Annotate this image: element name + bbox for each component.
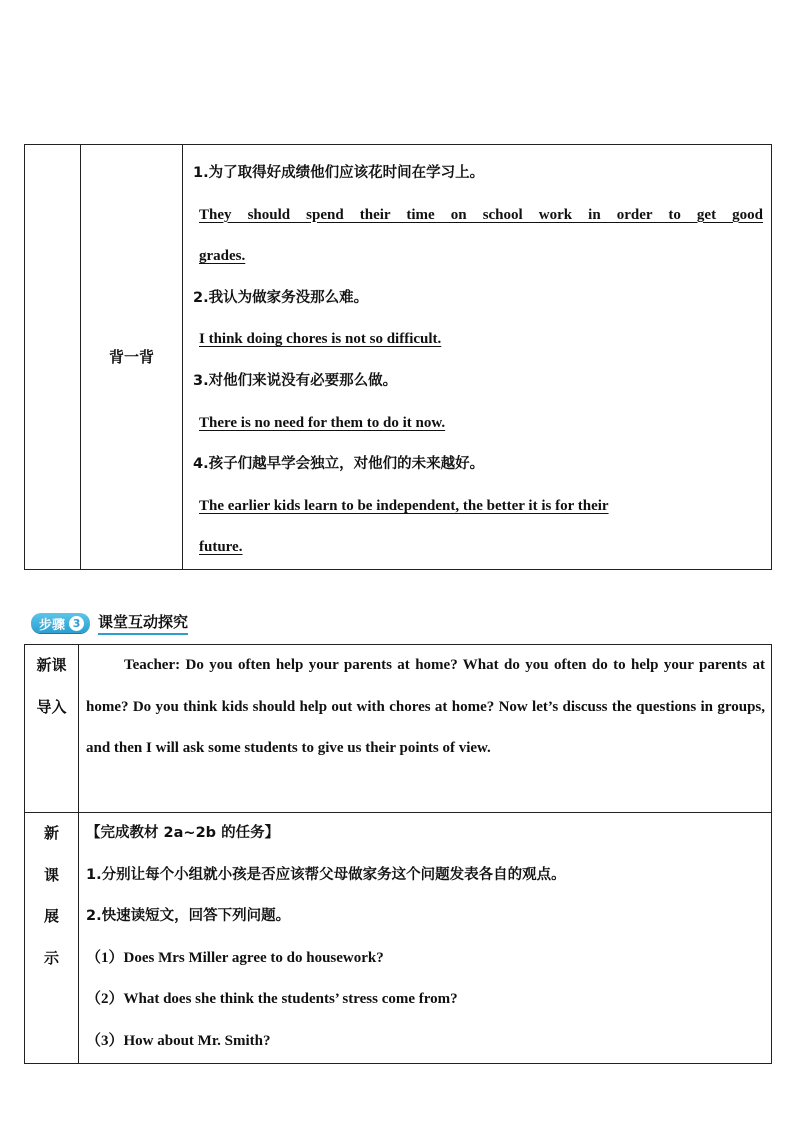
recite-item-4-en-line-1: The earlier kids learn to be independent, the better it is for their [199, 497, 609, 514]
intro-text: Teacher: Do you often help your parents at home? What do you often do to help your parents at home? Do you think kids should help out with chores at home? Now let’s discuss the questions in groups, and then I will ask some students to give us their points of view. [86, 657, 765, 757]
intro-label [25, 645, 79, 813]
empty-cell [25, 145, 81, 570]
show-label-char-1: 新 [43, 824, 59, 842]
step-number-icon: 3 [69, 616, 84, 631]
recite-item-2-zh: 2.我认为做家务没那么难。 [193, 289, 369, 306]
recite-item-3-en-line-1: There is no need for them to do it now. [199, 414, 446, 431]
show-label-char-4: 示 [43, 948, 59, 967]
show-label-char-2: 课 [43, 865, 59, 884]
show-task-heading: 【完成教材 2a~2b 的任务】 [86, 825, 280, 841]
show-question-2: （2）What does she think the students’ stress come from? [86, 991, 458, 1008]
lesson-table [24, 644, 772, 1064]
recite-item-1-en-line-2: grades. [199, 248, 246, 265]
recite-item-4-zh: 4.孩子们越早学会独立，对他们的未来越好。 [193, 456, 485, 473]
recite-item-1-zh: 1.为了取得好成绩他们应该花时间在学习上。 [193, 165, 485, 181]
show-label-char-3: 展 [43, 907, 59, 926]
show-content [79, 813, 772, 1064]
show-label [25, 813, 79, 1064]
intro-label-line-2: 导入 [36, 697, 67, 716]
recite-item-1-en-line-1: They should spend their time on school work in order to get good [199, 206, 763, 223]
show-step-2: 2.快速读短文，回答下列问题。 [86, 908, 291, 925]
step-title: 课堂互动探究 [98, 611, 188, 635]
step-heading [31, 613, 188, 633]
recite-item-3-zh: 3.对他们来说没有必要那么做。 [193, 372, 398, 389]
recite-item-2-en-line-1: I think doing chores is not so difficult. [199, 331, 442, 348]
show-question-3: （3）How about Mr. Smith? [86, 1032, 271, 1049]
intro-label-line-1: 新课 [36, 656, 67, 674]
recite-table [24, 144, 772, 570]
show-question-1: （1）Does Mrs Miller agree to do housework? [86, 949, 384, 966]
recite-content [183, 145, 772, 570]
show-step-1: 1.分别让每个小组就小孩是否应该帮父母做家务这个问题发表各自的观点。 [86, 866, 566, 883]
recite-label: 背一背 [81, 145, 183, 570]
step-prefix: 步骤 [39, 617, 66, 633]
step-badge [31, 613, 90, 633]
intro-content [79, 645, 772, 813]
recite-item-4-en-line-2: future. [199, 539, 243, 556]
